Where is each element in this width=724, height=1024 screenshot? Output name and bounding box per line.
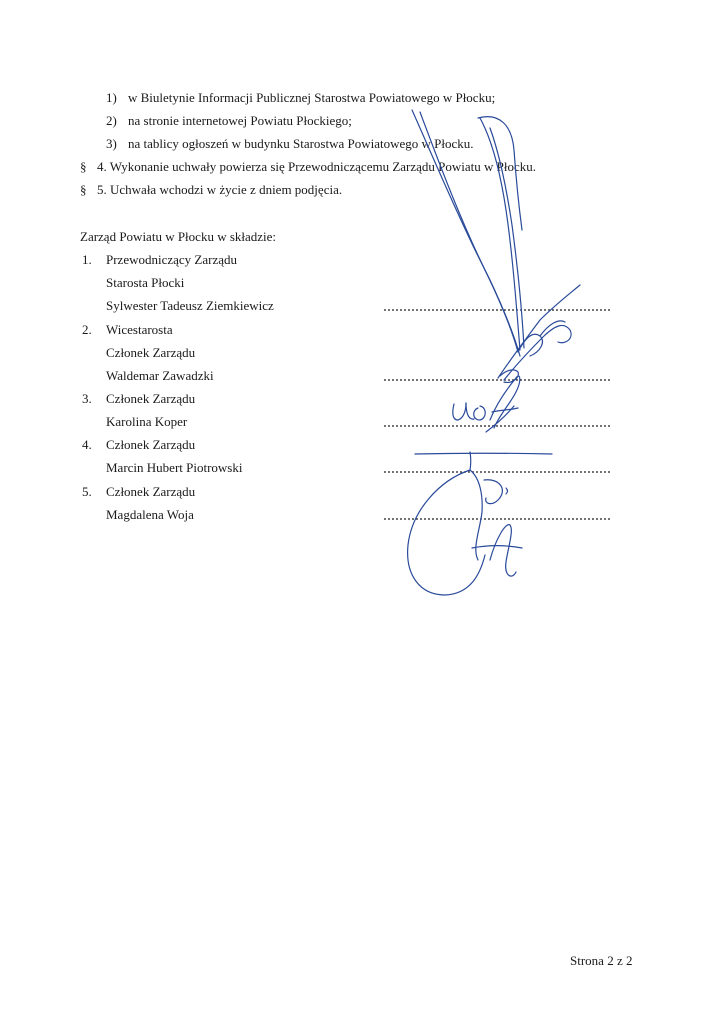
- signature-3: [453, 376, 520, 432]
- member-number: 1.: [82, 252, 92, 267]
- signature-line: [383, 425, 611, 427]
- member-role: Członek Zarządu: [106, 391, 196, 406]
- signature-line: [383, 518, 611, 520]
- paragraph-text: 4. Wykonanie uchwały powierza się Przewodniczącemu Zarządu Powiatu w Płocku.: [97, 159, 537, 174]
- list-item: w Biuletynie Informacji Publicznej Starostwa Powiatowego w Płocku;: [128, 90, 496, 105]
- signature-5: [408, 470, 522, 595]
- member-name: Karolina Koper: [106, 414, 188, 429]
- member-number: 4.: [82, 437, 92, 452]
- member-role: Członek Zarządu: [106, 484, 196, 499]
- page-number: Strona 2 z 2: [570, 953, 633, 968]
- paragraph-text: 5. Uchwała wchodzi w życie z dniem podjęcia.: [97, 182, 343, 197]
- signature-line: [383, 309, 611, 311]
- paragraph-sign: §: [80, 182, 87, 197]
- member-name: Waldemar Zawadzki: [106, 368, 214, 383]
- list-number: 3): [106, 136, 117, 151]
- member-role: Członek Zarządu: [106, 345, 196, 360]
- member-role: Członek Zarządu: [106, 437, 196, 452]
- member-name: Marcin Hubert Piotrowski: [106, 460, 243, 475]
- signature-2: [498, 285, 580, 382]
- paragraph-sign: §: [80, 159, 87, 174]
- member-role: Starosta Płocki: [106, 275, 185, 290]
- member-name: Magdalena Woja: [106, 507, 194, 522]
- member-number: 2.: [82, 322, 92, 337]
- member-name: Sylwester Tadeusz Ziemkiewicz: [106, 298, 274, 313]
- signature-line: [383, 471, 611, 473]
- list-number: 1): [106, 90, 117, 105]
- member-number: 3.: [82, 391, 92, 406]
- signature-4: [415, 452, 552, 470]
- list-number: 2): [106, 113, 117, 128]
- member-role: Przewodniczący Zarządu: [106, 252, 238, 267]
- member-role: Wicestarosta: [106, 322, 173, 337]
- board-heading: Zarząd Powiatu w Płocku w składzie:: [80, 229, 277, 244]
- list-item: na stronie internetowej Powiatu Płockiego;: [128, 113, 352, 128]
- member-number: 5.: [82, 484, 92, 499]
- list-item: na tablicy ogłoszeń w budynku Starostwa Powiatowego w Płocku.: [128, 136, 474, 151]
- signature-line: [383, 379, 611, 381]
